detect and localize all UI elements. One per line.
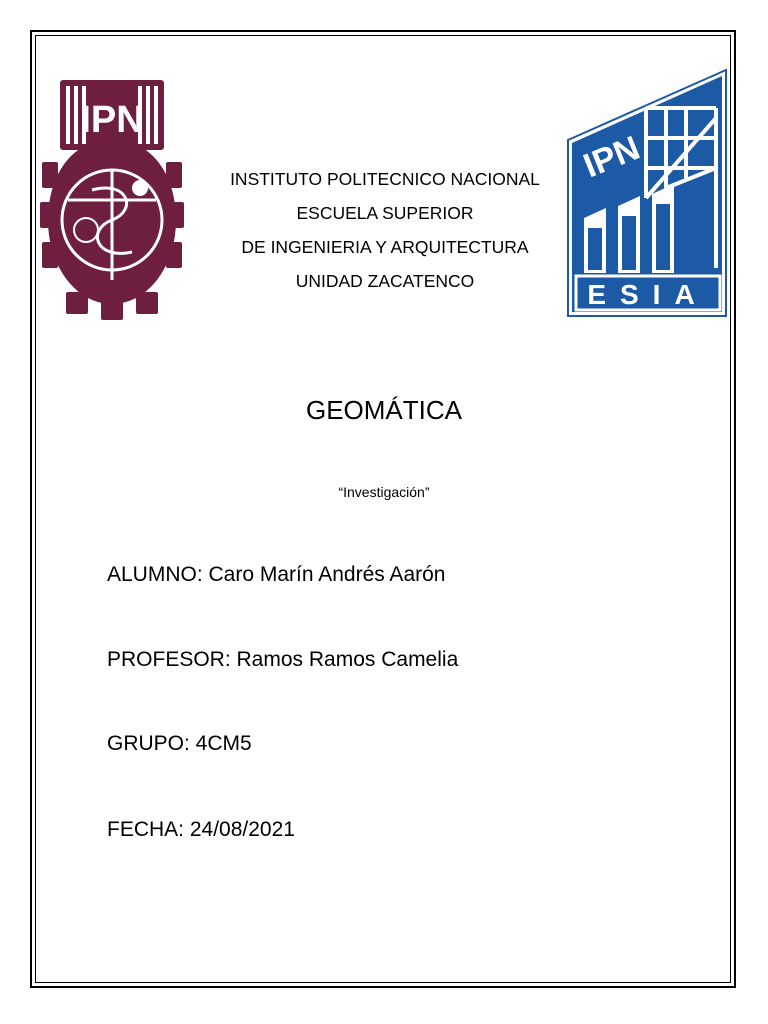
document-title: GEOMÁTICA <box>305 395 462 425</box>
esia-logo-icon <box>566 68 730 318</box>
svg-text:IPN: IPN <box>80 99 144 141</box>
field-fecha: FECHA: 24/08/2021 <box>107 818 295 841</box>
header-line-2: ESCUELA SUPERIOR <box>296 203 474 223</box>
ipn-emblem-icon <box>38 70 186 322</box>
field-grupo: GRUPO: 4CM5 <box>107 732 252 755</box>
header-line-1: INSTITUTO POLITECNICO NACIONAL <box>230 169 540 189</box>
institution-header <box>195 162 575 298</box>
field-profesor: PROFESOR: Ramos Ramos Camelia <box>107 648 459 671</box>
document-subtitle: “Investigación” <box>338 484 430 500</box>
svg-text:IPN: IPN <box>578 128 646 186</box>
header-line-3: DE INGENIERIA Y ARQUITECTURA <box>241 237 529 257</box>
field-alumno: ALUMNO: Caro Marín Andrés Aarón <box>107 563 446 586</box>
header-line-4: UNIDAD ZACATENCO <box>295 271 475 291</box>
svg-text:ESIA: ESIA <box>587 279 709 310</box>
